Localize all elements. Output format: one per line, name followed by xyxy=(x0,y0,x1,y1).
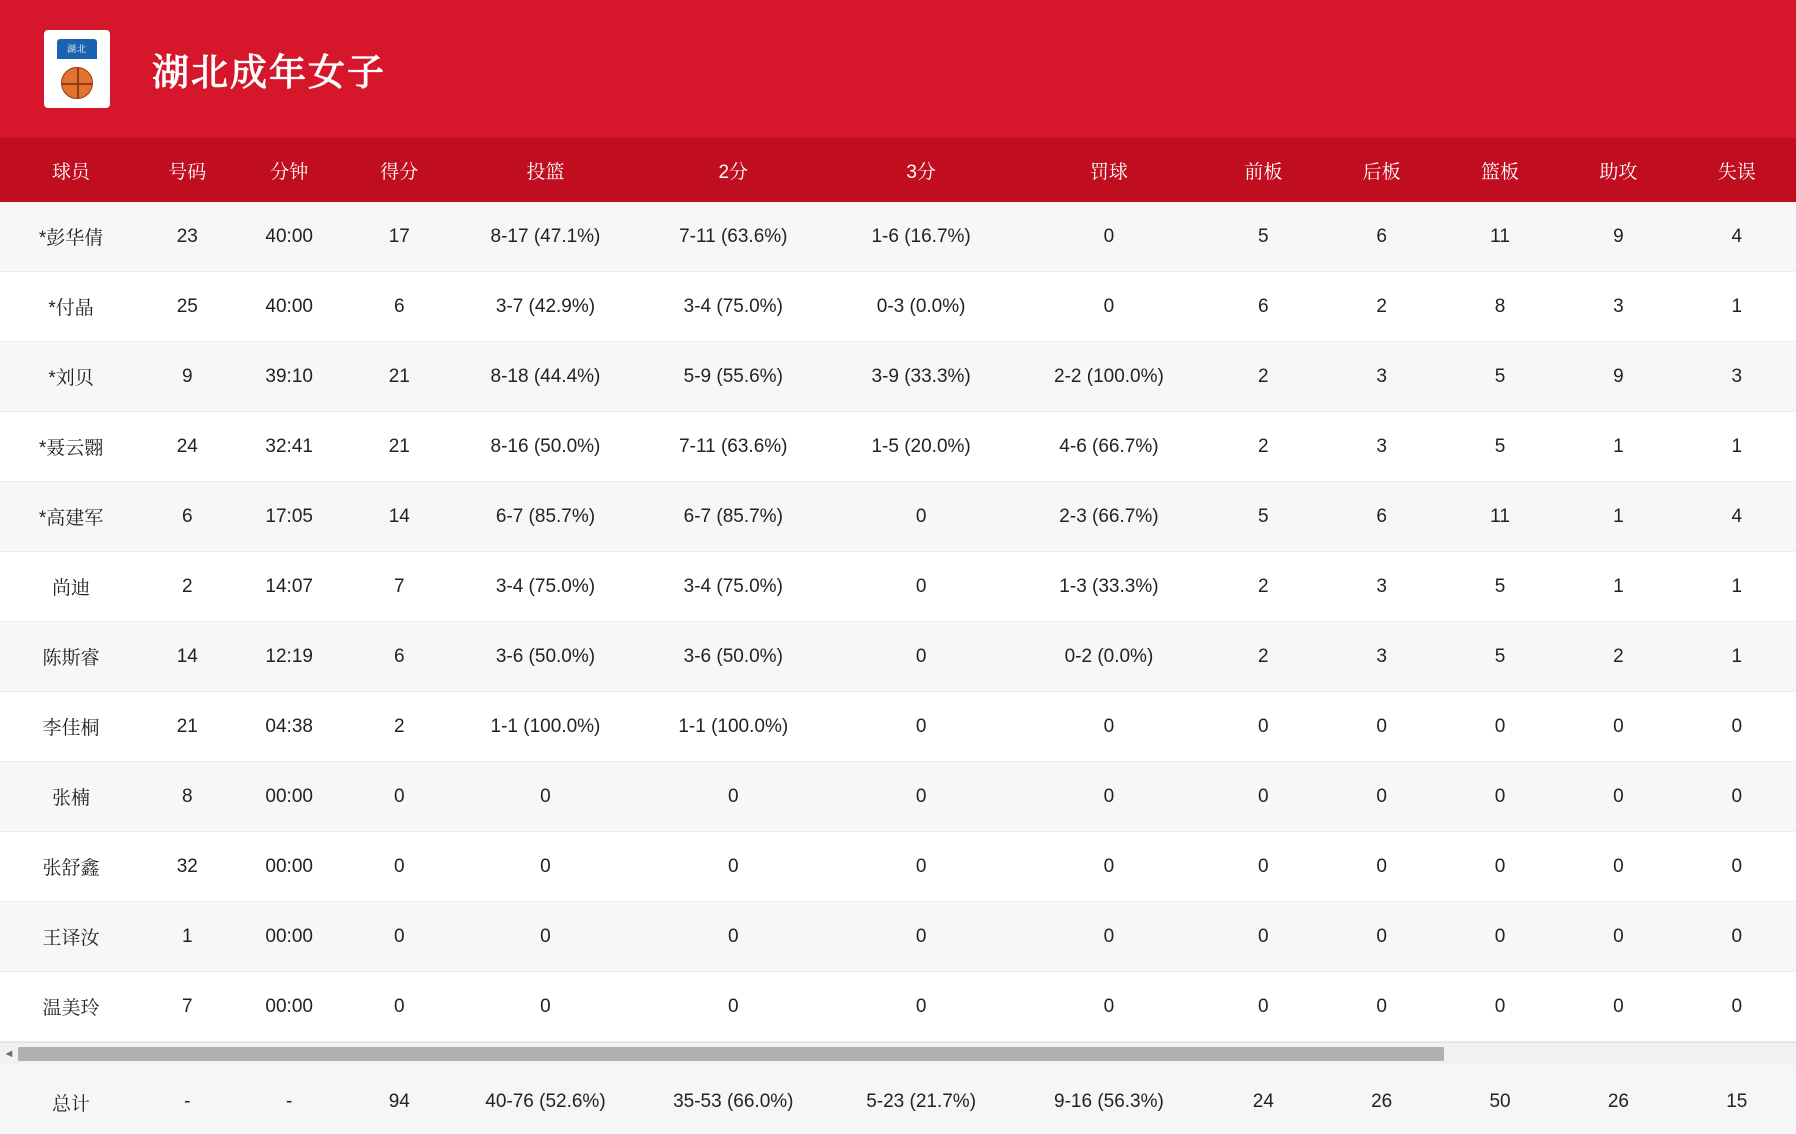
totals-defensive-rebounds: 26 xyxy=(1323,1065,1441,1134)
player-name[interactable]: 张楠 xyxy=(0,762,142,832)
player-number: 14 xyxy=(142,622,233,692)
player-points: 0 xyxy=(346,832,453,902)
player-defensive-rebounds: 6 xyxy=(1323,202,1441,272)
horizontal-scrollbar[interactable] xyxy=(0,1042,1796,1065)
column-header-points[interactable]: 得分 xyxy=(346,138,453,202)
player-offensive-rebounds: 5 xyxy=(1204,202,1322,272)
logo-banner-label: 湖北 xyxy=(66,44,87,54)
totals-freethrow: 9-16 (56.3%) xyxy=(1014,1065,1204,1134)
player-fieldgoals: 0 xyxy=(453,902,638,972)
scroll-left-arrow-icon[interactable]: ◄ xyxy=(3,1047,15,1060)
player-turnovers: 1 xyxy=(1678,622,1796,692)
totals-number: - xyxy=(142,1065,233,1134)
player-minutes: 00:00 xyxy=(233,762,346,832)
player-minutes: 04:38 xyxy=(233,692,346,762)
player-defensive-rebounds: 0 xyxy=(1323,762,1441,832)
player-name[interactable]: *刘贝 xyxy=(0,342,142,412)
player-offensive-rebounds: 2 xyxy=(1204,622,1322,692)
player-number: 1 xyxy=(142,902,233,972)
player-fieldgoals: 8-18 (44.4%) xyxy=(453,342,638,412)
player-fieldgoals: 8-17 (47.1%) xyxy=(453,202,638,272)
player-twopoint: 0 xyxy=(638,832,828,902)
player-freethrow: 0 xyxy=(1014,202,1204,272)
table-row[interactable] xyxy=(0,622,1796,692)
player-rebounds: 0 xyxy=(1441,832,1559,902)
player-points: 0 xyxy=(346,762,453,832)
player-points: 6 xyxy=(346,622,453,692)
player-minutes: 17:05 xyxy=(233,482,346,552)
player-rebounds: 0 xyxy=(1441,902,1559,972)
player-twopoint: 7-11 (63.6%) xyxy=(638,202,828,272)
player-twopoint: 7-11 (63.6%) xyxy=(638,412,828,482)
team-name: 湖北成年女子 xyxy=(152,52,386,93)
player-fieldgoals: 8-16 (50.0%) xyxy=(453,412,638,482)
totals-points: 94 xyxy=(346,1065,453,1134)
player-assists: 1 xyxy=(1559,482,1677,552)
column-header-defensive-rebounds[interactable]: 后板 xyxy=(1323,138,1441,202)
player-offensive-rebounds: 2 xyxy=(1204,552,1322,622)
player-offensive-rebounds: 0 xyxy=(1204,832,1322,902)
player-rebounds: 0 xyxy=(1441,762,1559,832)
player-name[interactable]: 温美玲 xyxy=(0,972,142,1042)
player-minutes: 12:19 xyxy=(233,622,346,692)
boxscore-table xyxy=(0,138,1796,1042)
player-freethrow: 0 xyxy=(1014,902,1204,972)
player-points: 6 xyxy=(346,272,453,342)
player-defensive-rebounds: 0 xyxy=(1323,692,1441,762)
team-logo xyxy=(44,30,110,108)
player-rebounds: 0 xyxy=(1441,972,1559,1042)
player-assists: 0 xyxy=(1559,972,1677,1042)
player-turnovers: 3 xyxy=(1678,342,1796,412)
player-threepoint: 1-6 (16.7%) xyxy=(828,202,1013,272)
player-freethrow: 0-2 (0.0%) xyxy=(1014,622,1204,692)
player-minutes: 40:00 xyxy=(233,272,346,342)
player-number: 2 xyxy=(142,552,233,622)
player-twopoint: 0 xyxy=(638,972,828,1042)
player-assists: 3 xyxy=(1559,272,1677,342)
player-twopoint: 1-1 (100.0%) xyxy=(638,692,828,762)
player-defensive-rebounds: 2 xyxy=(1323,272,1441,342)
player-freethrow: 4-6 (66.7%) xyxy=(1014,412,1204,482)
player-turnovers: 1 xyxy=(1678,272,1796,342)
player-defensive-rebounds: 3 xyxy=(1323,552,1441,622)
player-turnovers: 1 xyxy=(1678,552,1796,622)
player-points: 0 xyxy=(346,902,453,972)
player-assists: 0 xyxy=(1559,832,1677,902)
player-turnovers: 4 xyxy=(1678,202,1796,272)
player-freethrow: 0 xyxy=(1014,272,1204,342)
player-assists: 0 xyxy=(1559,692,1677,762)
player-fieldgoals: 0 xyxy=(453,832,638,902)
table-row[interactable] xyxy=(0,692,1796,762)
player-fieldgoals: 0 xyxy=(453,972,638,1042)
scrollbar-track[interactable] xyxy=(18,1047,1778,1061)
table-row[interactable] xyxy=(0,342,1796,412)
table-body xyxy=(0,202,1796,1042)
player-points: 21 xyxy=(346,342,453,412)
player-twopoint: 3-6 (50.0%) xyxy=(638,622,828,692)
column-header-number[interactable]: 号码 xyxy=(142,138,233,202)
player-points: 0 xyxy=(346,972,453,1042)
player-twopoint: 6-7 (85.7%) xyxy=(638,482,828,552)
totals-turnovers: 15 xyxy=(1678,1065,1796,1134)
player-name[interactable]: *付晶 xyxy=(0,272,142,342)
player-offensive-rebounds: 0 xyxy=(1204,972,1322,1042)
player-name[interactable]: 李佳桐 xyxy=(0,692,142,762)
table-row[interactable] xyxy=(0,552,1796,622)
player-minutes: 40:00 xyxy=(233,202,346,272)
player-number: 24 xyxy=(142,412,233,482)
player-number: 9 xyxy=(142,342,233,412)
player-offensive-rebounds: 0 xyxy=(1204,762,1322,832)
table-row[interactable] xyxy=(0,972,1796,1042)
column-header-assists[interactable]: 助攻 xyxy=(1559,138,1677,202)
player-assists: 1 xyxy=(1559,552,1677,622)
column-header-freethrow[interactable]: 罚球 xyxy=(1014,138,1204,202)
player-fieldgoals: 6-7 (85.7%) xyxy=(453,482,638,552)
column-header-rebounds[interactable]: 篮板 xyxy=(1441,138,1559,202)
table-row[interactable] xyxy=(0,202,1796,272)
player-offensive-rebounds: 5 xyxy=(1204,482,1322,552)
table-row[interactable] xyxy=(0,412,1796,482)
player-number: 7 xyxy=(142,972,233,1042)
column-header-twopoint[interactable]: 2分 xyxy=(638,138,828,202)
totals-assists: 26 xyxy=(1559,1065,1677,1134)
totals-rebounds: 50 xyxy=(1441,1065,1559,1134)
player-assists: 0 xyxy=(1559,762,1677,832)
player-twopoint: 3-4 (75.0%) xyxy=(638,552,828,622)
totals-twopoint: 35-53 (66.0%) xyxy=(638,1065,828,1134)
player-number: 21 xyxy=(142,692,233,762)
player-name[interactable]: 陈斯睿 xyxy=(0,622,142,692)
player-defensive-rebounds: 3 xyxy=(1323,342,1441,412)
player-number: 6 xyxy=(142,482,233,552)
player-freethrow: 0 xyxy=(1014,972,1204,1042)
column-header-fieldgoals[interactable]: 投篮 xyxy=(453,138,638,202)
player-points: 21 xyxy=(346,412,453,482)
player-number: 8 xyxy=(142,762,233,832)
column-header-player[interactable]: 球员 xyxy=(0,138,142,202)
totals-minutes: - xyxy=(233,1065,346,1134)
player-twopoint: 5-9 (55.6%) xyxy=(638,342,828,412)
column-header-minutes[interactable]: 分钟 xyxy=(233,138,346,202)
player-rebounds: 5 xyxy=(1441,552,1559,622)
player-minutes: 00:00 xyxy=(233,902,346,972)
player-number: 25 xyxy=(142,272,233,342)
totals-fieldgoals: 40-76 (52.6%) xyxy=(453,1065,638,1134)
player-fieldgoals: 3-6 (50.0%) xyxy=(453,622,638,692)
player-offensive-rebounds: 2 xyxy=(1204,412,1322,482)
player-threepoint: 0 xyxy=(828,762,1013,832)
player-minutes: 00:00 xyxy=(233,832,346,902)
logo-banner xyxy=(57,39,97,59)
player-turnovers: 0 xyxy=(1678,692,1796,762)
player-turnovers: 0 xyxy=(1678,972,1796,1042)
player-assists: 2 xyxy=(1559,622,1677,692)
column-header-offensive-rebounds[interactable]: 前板 xyxy=(1204,138,1322,202)
player-points: 7 xyxy=(346,552,453,622)
player-rebounds: 5 xyxy=(1441,342,1559,412)
player-rebounds: 8 xyxy=(1441,272,1559,342)
player-rebounds: 5 xyxy=(1441,622,1559,692)
team-logo-graphic xyxy=(51,37,103,101)
player-threepoint: 1-5 (20.0%) xyxy=(828,412,1013,482)
player-turnovers: 0 xyxy=(1678,832,1796,902)
player-turnovers: 0 xyxy=(1678,762,1796,832)
player-freethrow: 0 xyxy=(1014,692,1204,762)
player-assists: 0 xyxy=(1559,902,1677,972)
player-offensive-rebounds: 0 xyxy=(1204,902,1322,972)
player-offensive-rebounds: 6 xyxy=(1204,272,1322,342)
player-turnovers: 1 xyxy=(1678,412,1796,482)
player-offensive-rebounds: 0 xyxy=(1204,692,1322,762)
player-threepoint: 0 xyxy=(828,482,1013,552)
totals-row xyxy=(0,1065,1796,1134)
player-fieldgoals: 1-1 (100.0%) xyxy=(453,692,638,762)
player-minutes: 00:00 xyxy=(233,972,346,1042)
totals-label: 总计 xyxy=(0,1065,142,1134)
player-fieldgoals: 0 xyxy=(453,762,638,832)
table-row[interactable] xyxy=(0,902,1796,972)
player-twopoint: 3-4 (75.0%) xyxy=(638,272,828,342)
totals-threepoint: 5-23 (21.7%) xyxy=(828,1065,1013,1134)
player-number: 32 xyxy=(142,832,233,902)
table-row[interactable] xyxy=(0,272,1796,342)
player-turnovers: 0 xyxy=(1678,902,1796,972)
player-minutes: 39:10 xyxy=(233,342,346,412)
player-defensive-rebounds: 3 xyxy=(1323,622,1441,692)
player-defensive-rebounds: 0 xyxy=(1323,902,1441,972)
player-minutes: 14:07 xyxy=(233,552,346,622)
player-assists: 9 xyxy=(1559,202,1677,272)
player-freethrow: 2-2 (100.0%) xyxy=(1014,342,1204,412)
player-name[interactable]: *彭华倩 xyxy=(0,202,142,272)
player-name[interactable]: 王译汝 xyxy=(0,902,142,972)
player-points: 17 xyxy=(346,202,453,272)
player-threepoint: 0 xyxy=(828,552,1013,622)
table-row[interactable] xyxy=(0,832,1796,902)
player-assists: 1 xyxy=(1559,412,1677,482)
player-threepoint: 0 xyxy=(828,972,1013,1042)
player-twopoint: 0 xyxy=(638,902,828,972)
player-fieldgoals: 3-7 (42.9%) xyxy=(453,272,638,342)
player-rebounds: 5 xyxy=(1441,412,1559,482)
player-name[interactable]: 尚迪 xyxy=(0,552,142,622)
totals-offensive-rebounds: 24 xyxy=(1204,1065,1322,1134)
totals-table xyxy=(0,1065,1796,1134)
player-name[interactable]: *高建军 xyxy=(0,482,142,552)
player-freethrow: 1-3 (33.3%) xyxy=(1014,552,1204,622)
player-points: 2 xyxy=(346,692,453,762)
player-name[interactable]: *聂云翾 xyxy=(0,412,142,482)
player-threepoint: 3-9 (33.3%) xyxy=(828,342,1013,412)
team-header xyxy=(0,0,1796,138)
table-header-row xyxy=(0,138,1796,202)
player-points: 14 xyxy=(346,482,453,552)
player-rebounds: 0 xyxy=(1441,692,1559,762)
player-rebounds: 11 xyxy=(1441,482,1559,552)
scrollbar-thumb[interactable] xyxy=(18,1047,1444,1061)
player-offensive-rebounds: 2 xyxy=(1204,342,1322,412)
player-freethrow: 2-3 (66.7%) xyxy=(1014,482,1204,552)
player-threepoint: 0 xyxy=(828,902,1013,972)
basketball-icon xyxy=(61,67,93,99)
player-rebounds: 11 xyxy=(1441,202,1559,272)
player-name[interactable]: 张舒鑫 xyxy=(0,832,142,902)
player-freethrow: 0 xyxy=(1014,832,1204,902)
table-row[interactable] xyxy=(0,762,1796,832)
player-threepoint: 0 xyxy=(828,622,1013,692)
player-twopoint: 0 xyxy=(638,762,828,832)
player-defensive-rebounds: 0 xyxy=(1323,972,1441,1042)
player-defensive-rebounds: 0 xyxy=(1323,832,1441,902)
column-header-turnovers[interactable]: 失误 xyxy=(1678,138,1796,202)
player-assists: 9 xyxy=(1559,342,1677,412)
player-fieldgoals: 3-4 (75.0%) xyxy=(453,552,638,622)
player-number: 23 xyxy=(142,202,233,272)
table-row[interactable] xyxy=(0,482,1796,552)
player-defensive-rebounds: 6 xyxy=(1323,482,1441,552)
column-header-threepoint[interactable]: 3分 xyxy=(828,138,1013,202)
player-threepoint: 0 xyxy=(828,692,1013,762)
player-defensive-rebounds: 3 xyxy=(1323,412,1441,482)
player-turnovers: 4 xyxy=(1678,482,1796,552)
player-threepoint: 0-3 (0.0%) xyxy=(828,272,1013,342)
player-threepoint: 0 xyxy=(828,832,1013,902)
player-freethrow: 0 xyxy=(1014,762,1204,832)
player-minutes: 32:41 xyxy=(233,412,346,482)
